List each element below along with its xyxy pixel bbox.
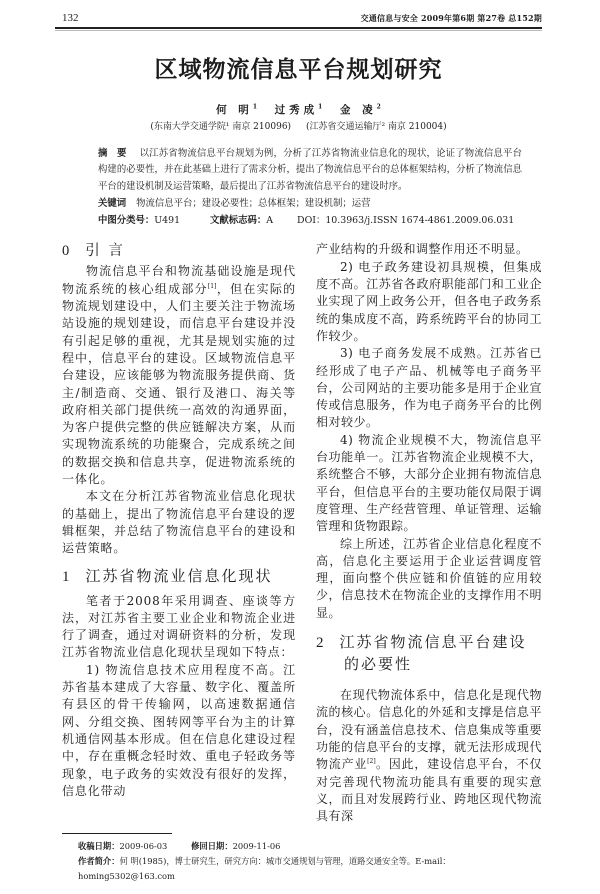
keywords [98, 196, 522, 213]
section-number: 2 [316, 635, 326, 652]
bio-label: 作者简介： [78, 856, 120, 867]
right-column [316, 241, 542, 825]
page-number: 132 [62, 12, 79, 24]
author-list [55, 99, 542, 118]
keywords-label: 关键词 [98, 197, 127, 209]
paper-title: 区域物流信息平台规划研究 [154, 56, 443, 83]
section-heading-2 [316, 632, 542, 675]
header-rule-thin [55, 30, 542, 31]
affiliation: (江苏省交通运输厅² 南京 210004) [305, 121, 447, 132]
citation: [2] [367, 758, 376, 766]
clc-value: U491 [154, 214, 181, 226]
paragraph: 本文在分析江苏省物流业信息化现状的基础上，提出了物流信息平台建设的逻辑框架，并总结了物流信息平台的建设和运营策略。 [62, 489, 296, 556]
paragraph: 在现代物流体系中，信息化是现代物流的核心。信息化的外延和支撑是信息平台，没有涵盖信息技术、信息集成等重要功能的信息平台的支撑，就无法形成现代物流产业[2]。因此，建设信息平台，不仅对完善现代物流功能具有重要的现实意义，而且对发展跨行业、跨地区现代物流具有深 [316, 688, 542, 824]
right-column-text-2 [316, 687, 542, 825]
abstract-text: 以江苏省物流信息平台规划为例，分析了江苏省物流业信息化的现状，论证了物流信息平台构建的必要性，并在此基础上进行了需求分析，提出了物流信息平台的总体框架结构，分析了物流信息平台的建设机制及运营策略，最后提出了江苏省物流信息平台的建设时序。 [98, 147, 522, 193]
abstract-label: 摘 要 [98, 147, 130, 159]
section-heading-1 [62, 566, 296, 587]
author: 何 明$^1$ [216, 103, 257, 116]
clc-label: 中图分类号： [98, 214, 155, 226]
section-title: 江苏省物流信息平台建设的必要性 [339, 633, 527, 674]
left-column-text-1 [62, 263, 296, 557]
doc-code-label: 文献标志码： [210, 214, 267, 226]
received-label: 收稿日期： [78, 841, 120, 852]
paragraph: 4) 物流企业规模不大，物流信息平台功能单一。江苏省物流企业规模不大，系统整合不够，大部分企业拥有物流信息平台，但信息平台的主要功能仅局限于调度管理、生产经营管理、单证管理、运输管理和货物跟踪。 [316, 432, 542, 534]
section-number: 0 [62, 243, 72, 260]
received-date: 2009-06-03 [119, 841, 168, 852]
affiliation: (东南大学交通学院¹ 南京 210096) [150, 121, 292, 132]
doi: DOI：10.3963/j.ISSN 1674-4861.2009.06.031 [297, 214, 515, 226]
section-number: 1 [62, 568, 72, 585]
paragraph: 1) 物流信息技术应用程度不高。江苏省基本建成了大容量、数字化、覆盖所有县区的骨干传输网，以高速数据通信网、分组交换、图转网等平台为主的计算机通信网基本形成。但在信息化建设过程中，存在重概念轻时效、重电子轻政务等现象，电子政务的实效没有很好的发挥，信息化带动 [62, 662, 296, 798]
footnote-dates [62, 839, 542, 854]
paragraph: 物流信息平台和物流基础设施是现代物流系统的核心组成部分[1]，但在实际的物流规划建设中，人们主要关注于物流场站设施的规划建设，而信息平台建设并没有引起足够的重视，尤其是规划实施的过程中，信息平台的建设。区域物流信息平台建设，应该能够为物流服务提供商、货主/制造商、交通、银行及港口、海关等政府相关部门提供统一高效的沟通界面，为客户提供完整的供应链解决方案，从而实现物流系统的功能聚合，完成系统之间的数据交换和信息共享，促进物流系统的一体化。 [62, 264, 296, 487]
paragraph-continued: 产业结构的升级和调整作用还不明显。 [316, 242, 529, 257]
keywords-text: 物流信息平台；建设必要性；总体框架；建设机制；运营 [136, 197, 371, 209]
footnotes [55, 833, 542, 884]
running-header [55, 12, 542, 27]
section-heading-0 [62, 241, 296, 261]
footnote-rule [62, 833, 172, 834]
left-column-text-2 [62, 593, 296, 801]
revised-label: 修回日期： [191, 841, 233, 852]
revised-date: 2009-11-06 [232, 841, 281, 852]
abstract [98, 146, 522, 196]
author: 过秀成$^1$ [274, 103, 323, 116]
footnote-author-bio [62, 854, 542, 884]
bio-text: 何 明(1985)，博士研究生，研究方向：城市交通规划与管理，道路交通安全等。E-mail：homing5302@163.com [78, 856, 451, 882]
body-columns [55, 241, 542, 825]
paragraph: 3) 电子商务发展不成熟。江苏省已经形成了电子产品、机械等电子商务平台，公司网站的主要功能多是用于企业宣传或信息服务，作为电子商务平台的比例相对较少。 [316, 346, 542, 430]
left-column [62, 241, 296, 825]
section-title: 江苏省物流业信息化现状 [85, 566, 273, 585]
author: 金 凌$^2$ [340, 103, 381, 116]
journal-info: 交通信息与安全 2009年第6期 第27卷 总152期 [360, 13, 542, 23]
paragraph: 笔者于2008年采用调查、座谈等方法，对江苏省主要工业企业和物流企业进行了调查，通过对调研资料的分析，发现江苏省物流业信息化现状呈现如下特点： [62, 593, 296, 660]
paragraph: 2) 电子政务建设初具规模，但集成度不高。江苏省各政府职能部门和工业企业实现了网上政务公开，但各电子政务系统的集成度不高，跨系统跨平台的协同工作较少。 [316, 259, 542, 343]
section-title: 引 言 [85, 243, 125, 260]
affiliations [55, 121, 542, 134]
header-rule [55, 27, 542, 29]
classification-line [98, 213, 522, 230]
paragraph: 综上所述，江苏省企业信息化程度不高，信息化主要运用于企业运营调度管理，面向整个供应链和价值链的应用较少，信息技术在物流企业的支撑作用不明显。 [316, 536, 542, 620]
right-column-text-1 [316, 241, 542, 622]
doc-code-value: A [266, 214, 274, 226]
citation: [1] [207, 282, 217, 290]
